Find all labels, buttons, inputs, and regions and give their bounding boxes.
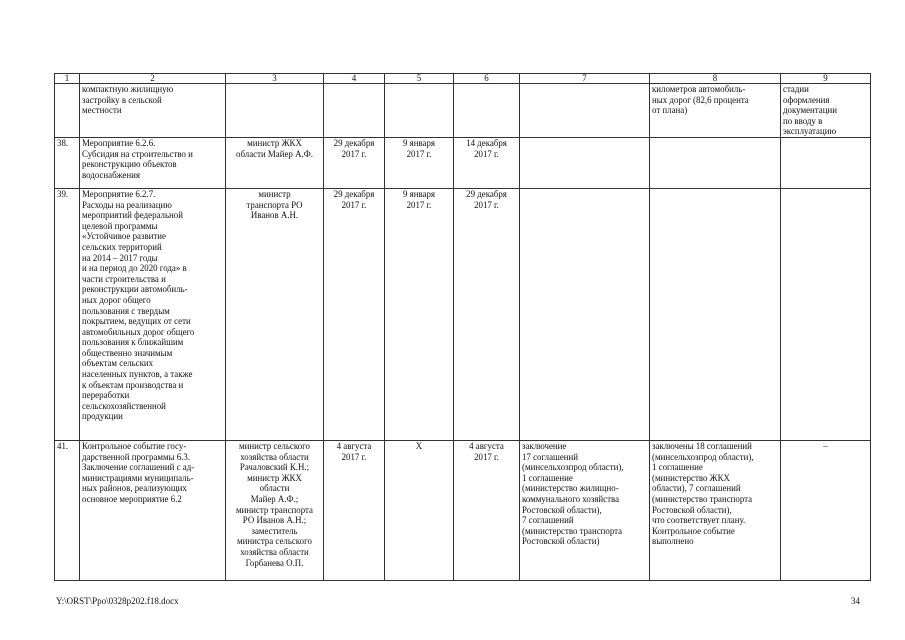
page-number: 34 (851, 596, 860, 606)
header-col-5: 5 (385, 74, 454, 84)
cell-date-end: 14 декабря 2017 г. (454, 137, 520, 188)
cell-reasons (781, 137, 871, 188)
cell-date-fact: 9 января 2017 г. (385, 137, 454, 188)
cell-date-end: 29 декабря 2017 г. (454, 188, 520, 440)
file-path-footer: Y:\ORST\Ppo\0328p202.f18.docx (56, 596, 179, 606)
table-row-continued (55, 84, 871, 138)
table-row-39 (55, 188, 871, 440)
cell-planned-result: заключение 17 соглашений (минсельхозпрод области), 1 соглашение (министерство жилищно- коммунального хозяйства Ростовской области), 7 соглашений (министерство транспорта Ростовской области) (520, 440, 650, 580)
header-col-4: 4 (324, 74, 385, 84)
cell-event: Контрольное событие госу- дарственной программы 6.3. Заключение соглашений с ад- министрациями муниципаль- ных районов, реализующих основное мероприятие 6.2 (80, 440, 226, 580)
cell-date-fact: 9 января 2017 г. (385, 188, 454, 440)
table-row-38 (55, 137, 871, 188)
cell-date-plan (324, 84, 385, 138)
row-number: 39. (55, 188, 80, 440)
cell-date-plan: 29 декабря 2017 г. (324, 137, 385, 188)
header-col-9: 9 (781, 74, 871, 84)
cell-planned-result (520, 137, 650, 188)
header-col-6: 6 (454, 74, 520, 84)
header-col-3: 3 (226, 74, 324, 84)
cell-actual-result: заключены 18 соглашений (минсельхозпрод области), 1 соглашение (министерство ЖКХ области), 7 соглашений (министерство транспорта Ростовской области), что соответствует плану. Контрольное событие выполнено (650, 440, 781, 580)
table-row-41 (55, 440, 871, 580)
cell-responsible (226, 84, 324, 138)
cell-date-fact: X (385, 440, 454, 580)
cell-reasons: – (781, 440, 871, 580)
header-row (55, 74, 871, 84)
cell-planned-result (520, 188, 650, 440)
row-number: 38. (55, 137, 80, 188)
cell-planned-result (520, 84, 650, 138)
cell-date-plan: 4 августа 2017 г. (324, 440, 385, 580)
cell-date-plan: 29 декабря 2017 г. (324, 188, 385, 440)
cell-responsible: министр транспорта РО Иванов А.Н. (226, 188, 324, 440)
cell-actual-result (650, 188, 781, 440)
cell-reasons (781, 188, 871, 440)
cell-event: Мероприятие 6.2.7. Расходы на реализацию мероприятий федеральной целевой программы «Устойчивое развитие сельских территорий на 2014 – 2017 годы и на период до 2020 года» в части строительства и реконструкции автомобиль- ных дорог общего пользования с твердым покрытием, ведущих от сети автомобильных дорог общего пользования к ближайшим общественно значимым объектам сельских населенных пунктов, а также к объектам производства и переработки сельскохозяйственной продукции (80, 188, 226, 440)
cell-actual-result (650, 137, 781, 188)
document-table (54, 73, 871, 581)
cell-event: компактную жилищную застройку в сельской местности (80, 84, 226, 138)
cell-actual-result: километров автомобиль- ных дорог (82,6 процента от плана) (650, 84, 781, 138)
cell-responsible: министр сельского хозяйства области Рачаловский К.Н.; министр ЖКХ области Майер А.Ф.; министр транспорта РО Иванов А.Н.; заместитель министра сельского хозяйства области Горбанева О.П. (226, 440, 324, 580)
header-col-8: 8 (650, 74, 781, 84)
header-col-2: 2 (80, 74, 226, 84)
header-col-7: 7 (520, 74, 650, 84)
cell-date-fact (385, 84, 454, 138)
cell-num (55, 84, 80, 138)
row-number: 41. (55, 440, 80, 580)
cell-date-end: 4 августа 2017 г. (454, 440, 520, 580)
cell-responsible: министр ЖКХ области Майер А.Ф. (226, 137, 324, 188)
cell-date-end (454, 84, 520, 138)
cell-event: Мероприятие 6.2.6. Субсидия на строительство и реконструкцию объектов водоснабжения (80, 137, 226, 188)
cell-reasons: стадии оформления документации по вводу в эксплуатацию (781, 84, 871, 138)
header-col-1: 1 (55, 74, 80, 84)
